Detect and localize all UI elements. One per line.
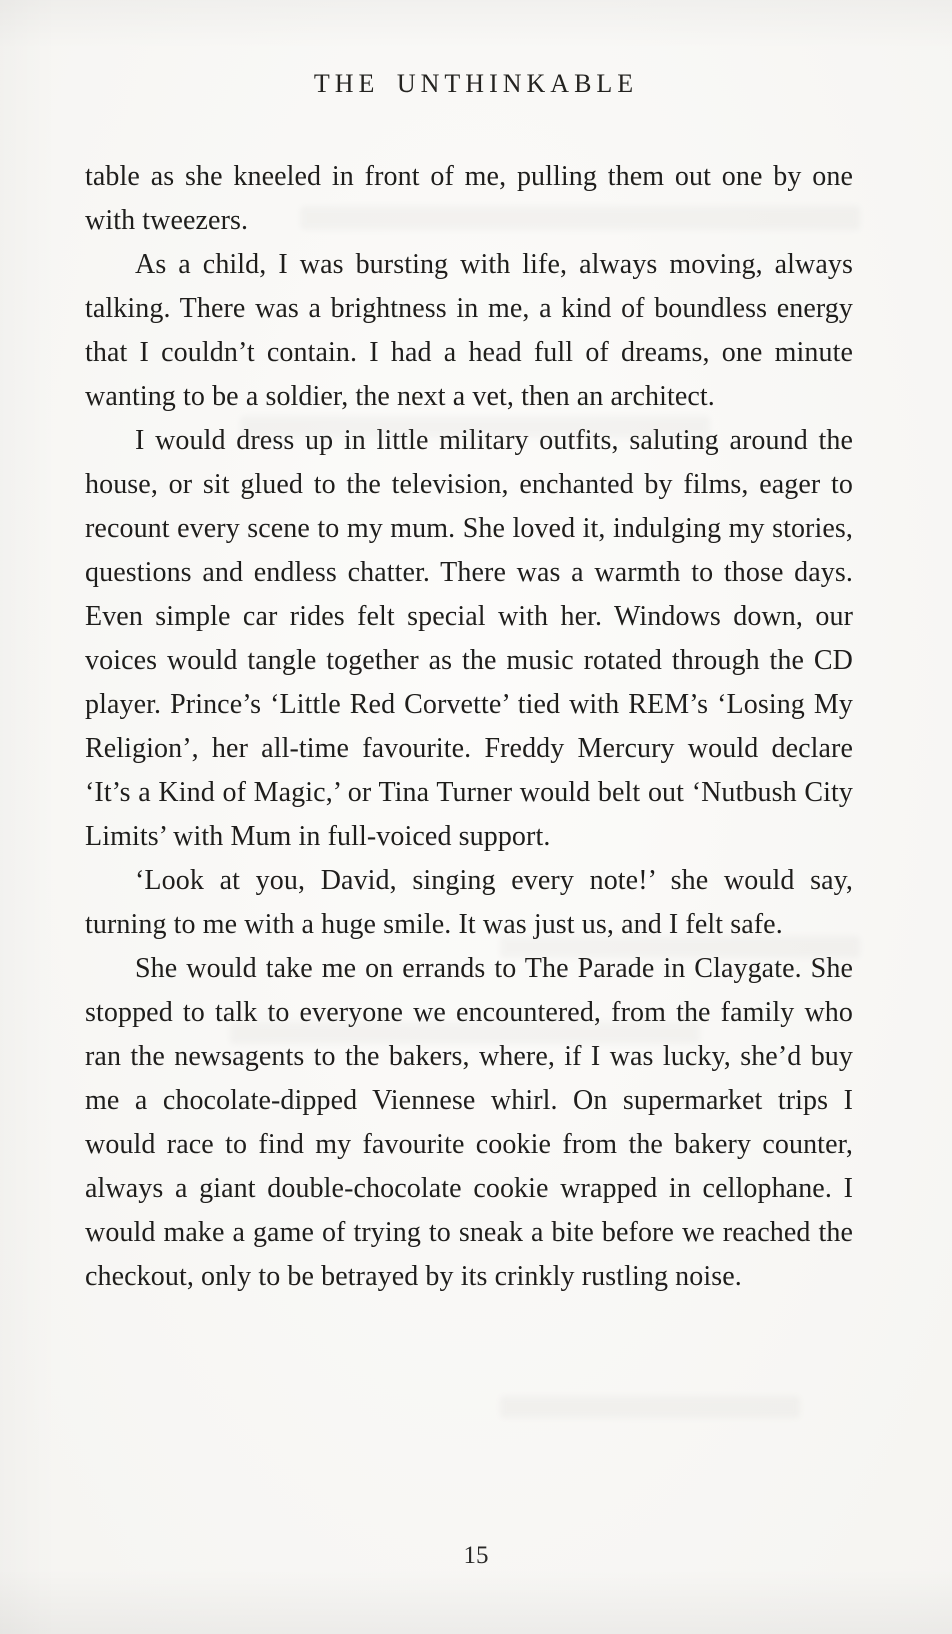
paragraph: table as she kneeled in front of me, pulling them out one by one with tweezers. bbox=[85, 160, 853, 236]
running-header: THE UNTHINKABLE bbox=[313, 69, 639, 98]
paragraph: ‘Look at you, David, singing every note!’ she would say, turning to me with a huge smile. It was just us, and I felt safe. bbox=[85, 864, 853, 940]
bleedthrough-artifact bbox=[500, 1396, 800, 1418]
paragraph: I would dress up in little military outfits, saluting around the house, or sit glued to the television, enchanted by films, eager to recount every scene to my mum. She loved it, indulging my stories, questions and endless chatter. There was a warmth to those days. Even simple car rides felt special with her. Windows down, our voices would tangle together as the music rotated through the CD player. Prince’s ‘Little Red Corvette’ tied with REM’s ‘Losing My Religion’, her all-time favourite. Freddy Mercury would declare ‘It’s a Kind of Magic,’ or Tina Turner would belt out ‘Nutbush City Limits’ with Mum in full-voiced support. bbox=[85, 424, 853, 852]
paragraph: As a child, I was bursting with life, always moving, always talking. There was a brightness in me, a kind of boundless energy that I couldn’t contain. I had a head full of dreams, one minute wanting to be a soldier, the next a vet, then an architect. bbox=[85, 248, 853, 412]
page-number: 15 bbox=[463, 1542, 489, 1569]
page-body-text bbox=[0, 155, 952, 1299]
paragraph: She would take me on errands to The Parade in Claygate. She stopped to talk to everyone we encountered, from the family who ran the newsagents to the bakers, where, if I was lucky, she’d buy me a chocolate-dipped Viennese whirl. On supermarket trips I would race to find my favourite cookie from the bakery counter, always a giant double-chocolate cookie wrapped in cellophane. I would make a game of trying to sneak a bite before we reached the checkout, only to be betrayed by its crinkly rustling noise. bbox=[85, 952, 853, 1292]
